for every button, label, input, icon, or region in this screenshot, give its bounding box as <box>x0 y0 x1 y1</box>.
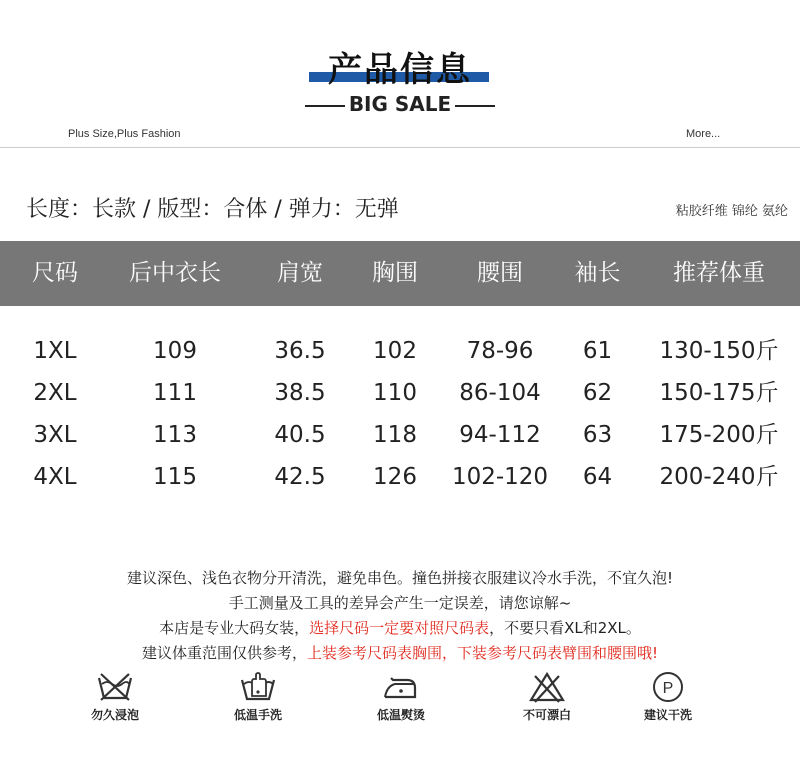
cell-chest: 118 <box>373 422 417 448</box>
cell-length: 115 <box>153 464 197 490</box>
dry-clean-icon <box>648 670 688 704</box>
big-sale-label <box>0 92 800 116</box>
header-size: 尺码 <box>32 260 78 286</box>
care-label: 勿久浸泡 <box>90 708 139 722</box>
cell-sleeve: 64 <box>582 464 613 490</box>
left-dash <box>305 105 345 107</box>
cell-size: 1XL <box>33 338 77 364</box>
note-line-3-tail: ，不要只看XL和2XL。 <box>489 619 641 637</box>
header-chest: 胸围 <box>372 260 418 286</box>
header-weight: 推荐体重 <box>673 260 765 286</box>
care-item <box>618 670 718 723</box>
care-item <box>208 670 308 723</box>
big-sale-text: BIG SALE <box>348 92 452 116</box>
note-line-4-text: 建议体重范围仅供参考， <box>141 644 307 662</box>
page-title: 产品信息 <box>328 50 472 90</box>
care-item <box>65 670 165 723</box>
cell-chest: 110 <box>373 380 417 406</box>
header-sleeve: 袖长 <box>574 260 621 286</box>
cell-waist: 86-104 <box>459 380 541 406</box>
header-shoulder: 肩宽 <box>277 260 323 286</box>
cell-chest: 126 <box>373 464 417 490</box>
table-row <box>0 372 800 414</box>
more-link[interactable]: More... <box>686 128 721 140</box>
care-label: 不可漂白 <box>522 708 571 722</box>
svg-text:P: P <box>662 680 674 697</box>
table-row <box>0 330 800 372</box>
size-table-header <box>0 241 800 306</box>
cell-chest: 102 <box>373 338 417 364</box>
cell-shoulder: 40.5 <box>274 422 326 448</box>
cell-size: 3XL <box>33 422 77 448</box>
no-bleach-icon <box>527 670 567 704</box>
note-line-3-warning: 选择尺码一定要对照尺码表 <box>309 619 490 637</box>
note-line-3 <box>0 616 800 641</box>
note-line-3-text: 本店是专业大码女装， <box>159 619 310 637</box>
care-notes <box>0 566 800 666</box>
note-line-4-warning: 上装参考尺码表胸围，下装参考尺码表臂围和腰围哦! <box>307 644 659 662</box>
low-temp-iron-icon <box>381 670 421 704</box>
note-line-2: 手工测量及工具的差异会产生一定误差，请您谅解~ <box>228 594 572 612</box>
cell-size: 2XL <box>33 380 77 406</box>
table-row <box>0 414 800 456</box>
cell-waist: 94-112 <box>459 422 541 448</box>
care-label: 低温手洗 <box>233 708 282 722</box>
cell-length: 113 <box>153 422 197 448</box>
cell-shoulder: 38.5 <box>274 380 326 406</box>
low-temp-hand-wash-icon <box>238 670 278 704</box>
cell-sleeve: 61 <box>582 338 613 364</box>
cell-shoulder: 42.5 <box>274 464 326 490</box>
tagline: Plus Size,Plus Fashion <box>68 128 181 140</box>
cell-sleeve: 63 <box>582 422 613 448</box>
care-label: 低温熨烫 <box>376 708 425 722</box>
no-soak-icon <box>95 670 135 704</box>
care-item <box>497 670 597 723</box>
header-waist: 腰围 <box>477 260 523 286</box>
cell-length: 109 <box>153 338 197 364</box>
header-divider <box>0 147 800 148</box>
cell-sleeve: 62 <box>582 380 613 406</box>
attributes-summary: 长度：长款 / 版型：合体 / 弹力：无弹 <box>26 197 399 222</box>
cell-weight: 175-200斤 <box>659 422 779 448</box>
fabric-composition: 粘胶纤维 锦纶 氨纶 <box>675 204 788 219</box>
cell-waist: 102-120 <box>451 464 549 490</box>
cell-weight: 200-240斤 <box>659 464 779 490</box>
table-row <box>0 456 800 498</box>
cell-weight: 130-150斤 <box>659 338 779 364</box>
note-line-1: 建议深色、浅色衣物分开清洗，避免串色。撞色拼接衣服建议冷水手洗，不宜久泡! <box>126 569 674 587</box>
note-line-4 <box>0 641 800 666</box>
right-dash <box>455 105 495 107</box>
care-item <box>351 670 451 723</box>
cell-length: 111 <box>153 380 197 406</box>
care-label: 建议干洗 <box>643 708 692 722</box>
cell-weight: 150-175斤 <box>659 380 779 406</box>
cell-shoulder: 36.5 <box>274 338 326 364</box>
cell-waist: 78-96 <box>466 338 534 364</box>
header-length: 后中衣长 <box>129 260 221 286</box>
cell-size: 4XL <box>33 464 77 490</box>
